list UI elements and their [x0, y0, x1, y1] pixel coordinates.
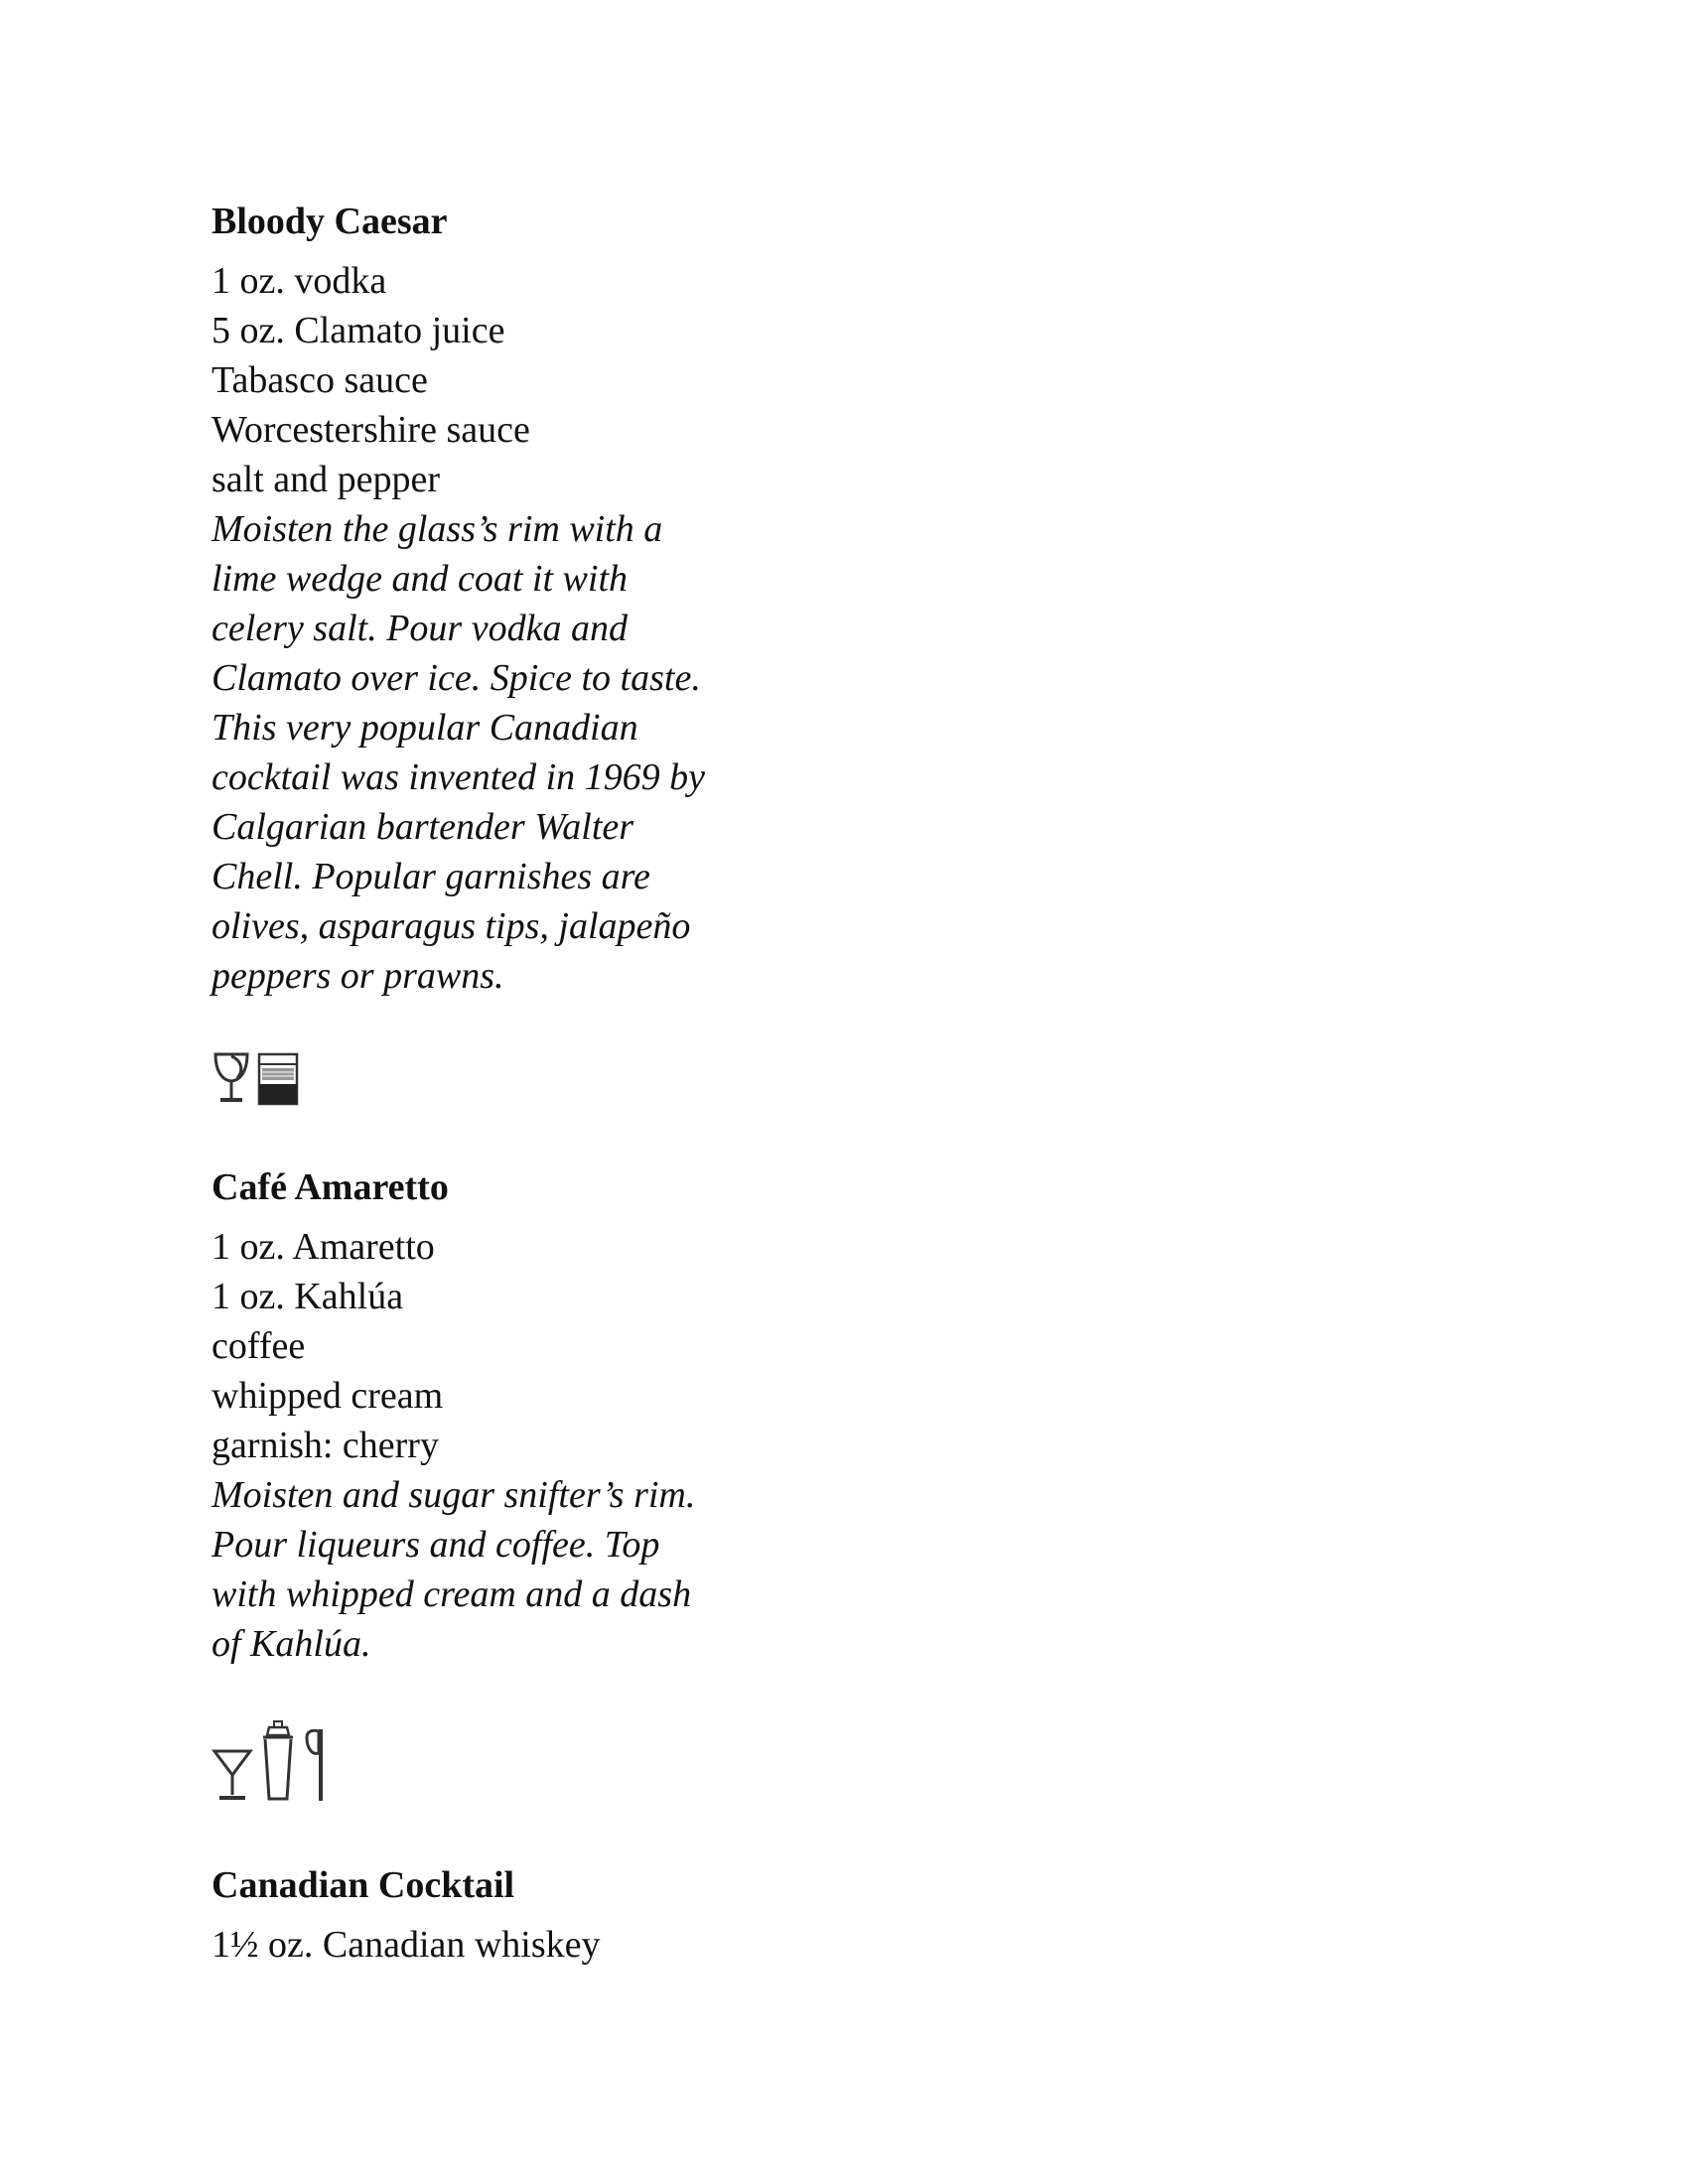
instruction-line: Moisten and sugar snifter’s rim.	[211, 1474, 696, 1516]
shaker-icon	[259, 1719, 297, 1803]
instruction-line: Moisten the glass’s rim with a	[211, 508, 663, 550]
ice-cubes-icon	[257, 1052, 299, 1106]
ingredient-line: 1 oz. vodka	[211, 260, 387, 302]
instruction-line: Pour liqueurs and coffee. Top	[211, 1524, 660, 1566]
ingredient-line: garnish: cherry	[211, 1425, 439, 1466]
ingredient-line: 1 oz. Amaretto	[211, 1226, 435, 1268]
recipe-cafe-amaretto	[211, 1162, 827, 1669]
instruction-line: celery salt. Pour vodka and	[211, 608, 628, 649]
recipe-title: Café Amaretto	[211, 1166, 449, 1208]
ingredient-line: Worcestershire sauce	[211, 409, 530, 451]
instruction-line: olives, asparagus tips, jalapeño	[211, 905, 691, 947]
recipe-canadian-cocktail	[211, 1860, 827, 1970]
instruction-line: cocktail was invented in 1969 by	[211, 756, 706, 798]
ingredient-line: whipped cream	[211, 1375, 444, 1417]
recipe-bloody-caesar	[211, 197, 827, 1001]
recipe-icons	[211, 1719, 329, 1803]
ingredient-line: 5 oz. Clamato juice	[211, 310, 505, 351]
cocktail-glass-icon	[211, 1743, 253, 1803]
instruction-line: This very popular Canadian	[211, 707, 638, 749]
instruction-line: peppers or prawns.	[211, 955, 504, 997]
instruction-line: with whipped cream and a dash	[211, 1573, 692, 1615]
instruction-line: of Kahlúa.	[211, 1623, 371, 1665]
bar-spoon-icon	[303, 1727, 329, 1803]
ingredient-line: salt and pepper	[211, 459, 441, 500]
recipe-icons	[211, 1050, 299, 1106]
wine-glass-icon	[211, 1050, 251, 1106]
instruction-line: Chell. Popular garnishes are	[211, 856, 650, 897]
instruction-line: lime wedge and coat it with	[211, 558, 629, 600]
recipe-title: Bloody Caesar	[211, 201, 448, 242]
ingredient-line: coffee	[211, 1325, 306, 1367]
instruction-line: Calgarian bartender Walter	[211, 806, 634, 848]
ingredient-line: Tabasco sauce	[211, 359, 428, 401]
instruction-line: Clamato over ice. Spice to taste.	[211, 657, 701, 699]
ingredient-line: 1 oz. Kahlúa	[211, 1276, 404, 1317]
recipe-title: Canadian Cocktail	[211, 1864, 515, 1906]
ingredient-line: 1½ oz. Canadian whiskey	[211, 1924, 601, 1966]
